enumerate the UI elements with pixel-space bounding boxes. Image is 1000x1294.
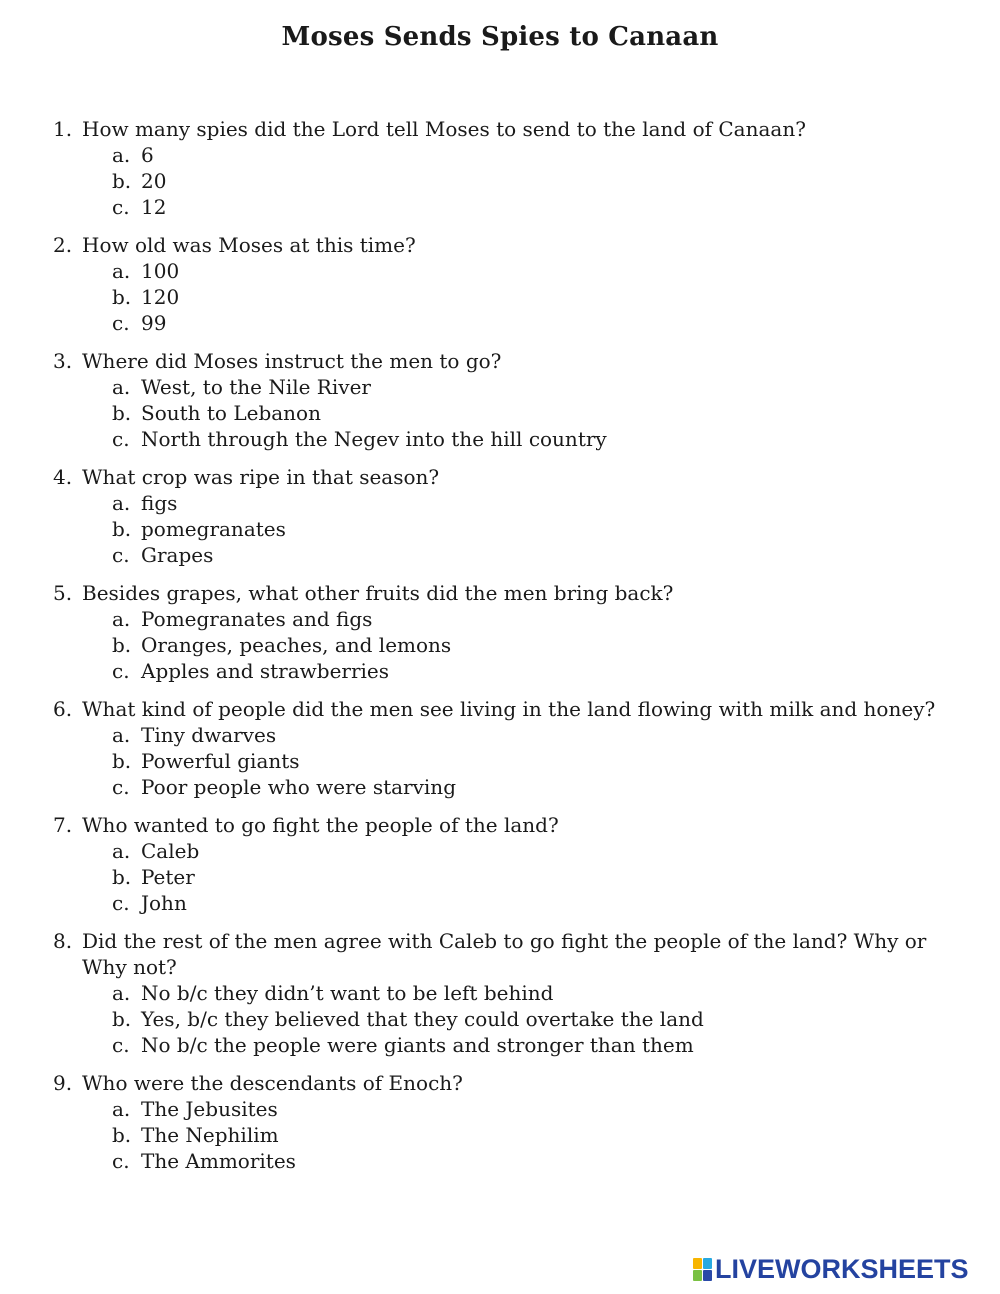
question-item <box>0 232 1000 336</box>
option-text: Apples and strawberries <box>141 659 390 683</box>
question-item <box>0 464 1000 568</box>
option-text: South to Lebanon <box>141 401 321 425</box>
answer-options <box>82 374 970 452</box>
option-letter: c. <box>112 1033 130 1057</box>
option-letter: c. <box>112 311 130 335</box>
question-text: What crop was ripe in that season? <box>82 465 440 489</box>
option-letter: c. <box>112 775 130 799</box>
option-text: John <box>141 891 187 915</box>
answer-option[interactable] <box>82 400 970 426</box>
option-text: Poor people who were starving <box>141 775 456 799</box>
question-item <box>0 348 1000 452</box>
question-item <box>0 116 1000 220</box>
question-item <box>0 1070 1000 1174</box>
option-text: 100 <box>141 259 180 283</box>
answer-option[interactable] <box>82 748 970 774</box>
answer-options <box>82 142 970 220</box>
question-number: 5. <box>53 581 73 605</box>
question-list <box>0 116 1000 1186</box>
option-letter: c. <box>112 543 130 567</box>
option-text: pomegranates <box>141 517 286 541</box>
liveworksheets-logo[interactable] <box>693 1254 969 1284</box>
option-text: North through the Negev into the hill country <box>141 427 607 451</box>
answer-option[interactable] <box>82 168 970 194</box>
question-item <box>0 580 1000 684</box>
question-text: Besides grapes, what other fruits did the men bring back? <box>82 581 674 605</box>
answer-option[interactable] <box>82 542 970 568</box>
option-text: Yes, b/c they believed that they could overtake the land <box>141 1007 704 1031</box>
answer-option[interactable] <box>82 490 970 516</box>
page-title: Moses Sends Spies to Canaan <box>281 22 719 52</box>
option-letter: a. <box>112 607 131 631</box>
answer-option[interactable] <box>82 838 970 864</box>
option-letter: b. <box>112 749 132 773</box>
question-number: 6. <box>53 697 73 721</box>
question-text: Who wanted to go fight the people of the land? <box>82 813 559 837</box>
answer-option[interactable] <box>82 722 970 748</box>
option-text: Tiny dwarves <box>141 723 277 747</box>
option-letter: b. <box>112 169 132 193</box>
answer-option[interactable] <box>82 142 970 168</box>
option-letter: a. <box>112 259 131 283</box>
answer-option[interactable] <box>82 606 970 632</box>
option-text: 99 <box>141 311 167 335</box>
option-text: No b/c they didn’t want to be left behind <box>141 981 554 1005</box>
question-text: How old was Moses at this time? <box>82 233 416 257</box>
answer-option[interactable] <box>82 1122 970 1148</box>
option-letter: b. <box>112 401 132 425</box>
answer-option[interactable] <box>82 632 970 658</box>
answer-option[interactable] <box>82 516 970 542</box>
option-letter: a. <box>112 491 131 515</box>
answer-options <box>82 722 970 800</box>
option-text: 12 <box>141 195 167 219</box>
answer-option[interactable] <box>82 194 970 220</box>
option-letter: a. <box>112 839 131 863</box>
answer-option[interactable] <box>82 284 970 310</box>
option-text: Oranges, peaches, and lemons <box>141 633 452 657</box>
answer-options <box>82 838 970 916</box>
answer-option[interactable] <box>82 258 970 284</box>
question-item <box>0 928 1000 1058</box>
question-number: 8. <box>53 929 73 953</box>
question-number: 4. <box>53 465 73 489</box>
option-text: West, to the Nile River <box>141 375 371 399</box>
answer-option[interactable] <box>82 864 970 890</box>
question-text: Did the rest of the men agree with Caleb to go fight the people of the land? Why or Why not? <box>82 929 927 979</box>
question-number: 9. <box>53 1071 73 1095</box>
answer-options <box>82 606 970 684</box>
answer-option[interactable] <box>82 980 970 1006</box>
option-text: 20 <box>141 169 167 193</box>
option-text: Grapes <box>141 543 214 567</box>
option-letter: a. <box>112 981 131 1005</box>
question-text: How many spies did the Lord tell Moses to send to the land of Canaan? <box>82 117 806 141</box>
option-letter: b. <box>112 633 132 657</box>
option-text: The Ammorites <box>141 1149 296 1173</box>
logo-grid-icon <box>693 1258 712 1281</box>
answer-option[interactable] <box>82 1148 970 1174</box>
question-item <box>0 696 1000 800</box>
answer-option[interactable] <box>82 1006 970 1032</box>
option-letter: b. <box>112 285 132 309</box>
option-letter: c. <box>112 659 130 683</box>
option-text: The Jebusites <box>141 1097 278 1121</box>
option-text: Pomegranates and figs <box>141 607 373 631</box>
option-text: figs <box>141 491 178 515</box>
answer-options <box>82 1096 970 1174</box>
question-number: 2. <box>53 233 73 257</box>
answer-option[interactable] <box>82 658 970 684</box>
option-letter: b. <box>112 865 132 889</box>
question-text: Where did Moses instruct the men to go? <box>82 349 502 373</box>
option-text: 6 <box>141 143 154 167</box>
question-number: 7. <box>53 813 73 837</box>
option-letter: a. <box>112 723 131 747</box>
option-text: 120 <box>141 285 180 309</box>
question-text: What kind of people did the men see living in the land flowing with milk and honey? <box>82 697 936 721</box>
answer-options <box>82 258 970 336</box>
answer-option[interactable] <box>82 774 970 800</box>
answer-option[interactable] <box>82 890 970 916</box>
answer-options <box>82 490 970 568</box>
option-text: Peter <box>141 865 195 889</box>
answer-option[interactable] <box>82 374 970 400</box>
option-letter: a. <box>112 143 131 167</box>
option-letter: c. <box>112 427 130 451</box>
question-number: 1. <box>53 117 73 141</box>
option-text: The Nephilim <box>141 1123 279 1147</box>
option-letter: b. <box>112 1007 132 1031</box>
option-letter: b. <box>112 1123 132 1147</box>
option-letter: c. <box>112 1149 130 1173</box>
question-number: 3. <box>53 349 73 373</box>
logo-text: LIVEWORKSHEETS <box>715 1254 969 1284</box>
option-text: No b/c the people were giants and stronger than them <box>141 1033 694 1057</box>
question-item <box>0 812 1000 916</box>
option-text: Caleb <box>141 839 200 863</box>
option-letter: b. <box>112 517 132 541</box>
answer-options <box>82 980 970 1058</box>
option-letter: c. <box>112 195 130 219</box>
answer-option[interactable] <box>82 1096 970 1122</box>
answer-option[interactable] <box>82 1032 970 1058</box>
option-letter: a. <box>112 1097 131 1121</box>
option-letter: a. <box>112 375 131 399</box>
option-text: Powerful giants <box>141 749 300 773</box>
answer-option[interactable] <box>82 310 970 336</box>
question-text: Who were the descendants of Enoch? <box>82 1071 463 1095</box>
answer-option[interactable] <box>82 426 970 452</box>
option-letter: c. <box>112 891 130 915</box>
